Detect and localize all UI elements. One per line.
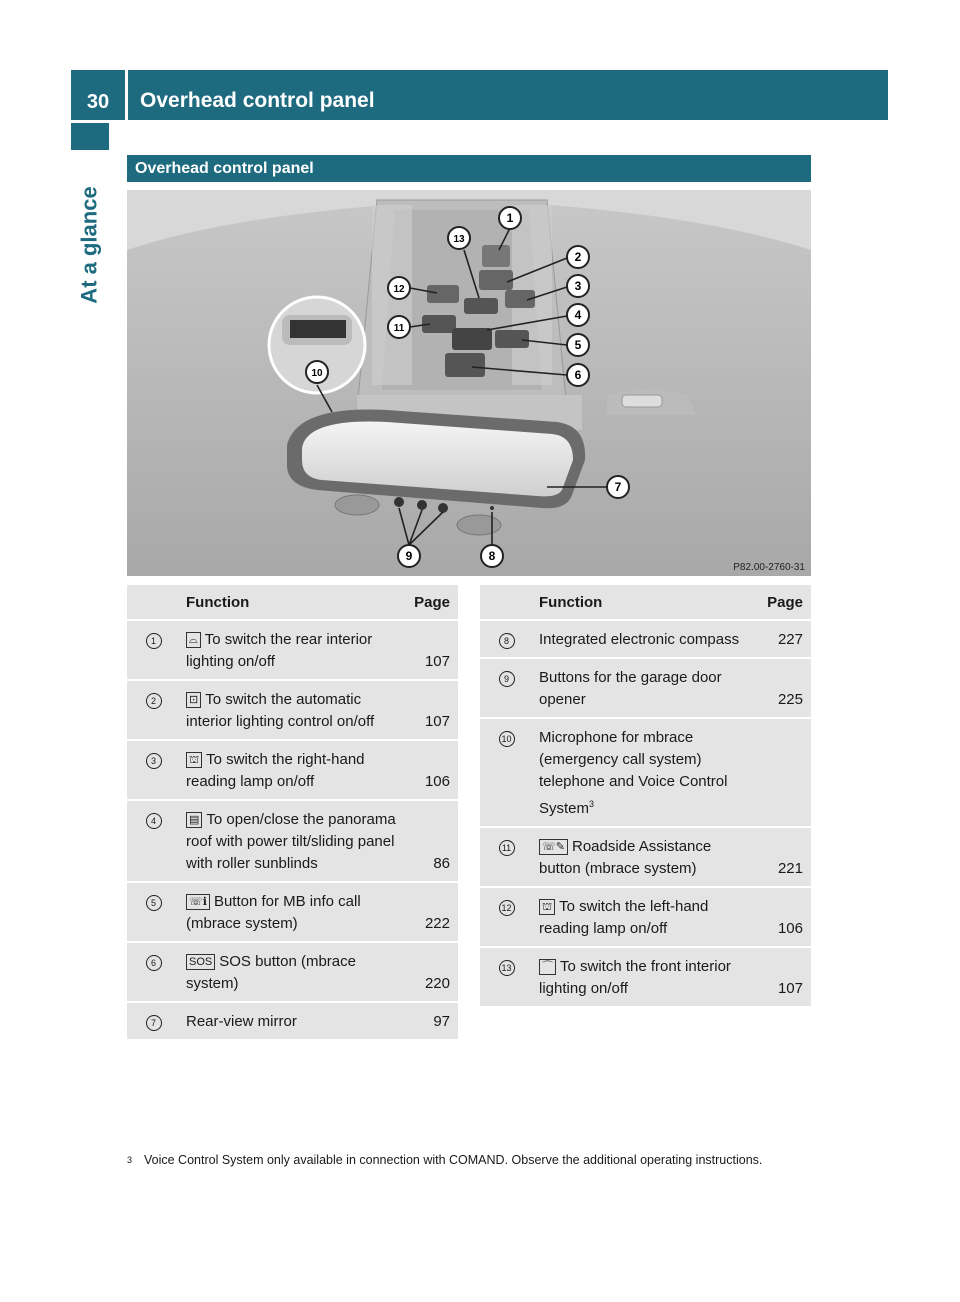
- row-number: [480, 658, 533, 718]
- row-number: [127, 942, 180, 1002]
- table-row: [480, 718, 811, 827]
- page-ref: 221: [753, 827, 811, 887]
- roadside-icon: ☏✎: [539, 839, 568, 855]
- function-text: Integrated electronic compass: [539, 631, 740, 648]
- table-row: [480, 947, 811, 1007]
- function-text: Microphone for mbrace (emergency call system) telephone and Voice Control System: [539, 729, 728, 817]
- table-row: [127, 620, 458, 680]
- auto-light-icon: ⊡: [186, 692, 201, 708]
- overhead-panel-photo: [127, 190, 811, 576]
- row-number: [127, 800, 180, 882]
- col-page: Page: [753, 585, 811, 620]
- callout-11: 11: [393, 323, 405, 334]
- side-tab: [71, 150, 109, 340]
- row-number: [127, 680, 180, 740]
- callout-8: 8: [488, 549, 496, 563]
- function-text: Rear-view mirror: [186, 1013, 297, 1030]
- callout-number: 10: [499, 731, 515, 747]
- col-function: Function: [180, 585, 400, 620]
- side-tab-top: [71, 123, 109, 150]
- footnote-ref: 3: [589, 799, 595, 809]
- callout-7: 7: [614, 480, 622, 494]
- page-ref: 106: [753, 887, 811, 947]
- function-text: To switch the left-hand reading lamp on/off: [539, 898, 709, 937]
- row-number: [127, 882, 180, 942]
- function-text: Roadside Assistance button (mbrace system): [539, 838, 712, 877]
- page-ref: 220: [400, 942, 458, 1002]
- page-ref: 107: [400, 680, 458, 740]
- callout-number: 12: [499, 900, 515, 916]
- row-function: [533, 620, 753, 658]
- row-function: [533, 658, 753, 718]
- function-table-left: [127, 585, 458, 1041]
- callout-6: 6: [574, 368, 582, 382]
- row-function: [533, 947, 753, 1007]
- info-call-icon: ☏ℹ: [186, 894, 210, 910]
- callout-number: 3: [146, 753, 162, 769]
- footnote: [127, 1152, 811, 1168]
- page-ref: 222: [400, 882, 458, 942]
- table-row: [480, 620, 811, 658]
- row-number: [127, 740, 180, 800]
- row-function: [180, 680, 400, 740]
- callout-3: 3: [574, 279, 582, 293]
- callout-2: 2: [574, 250, 582, 264]
- footnote-mark: 3: [127, 1155, 133, 1165]
- table-row: [127, 680, 458, 740]
- table-row: [127, 1002, 458, 1040]
- row-function: [180, 882, 400, 942]
- callout-1: 1: [506, 211, 514, 225]
- function-text: To switch the front interior lighting on/off: [539, 958, 731, 997]
- page-ref: 227: [753, 620, 811, 658]
- callout-10: 10: [311, 368, 323, 379]
- callout-number: 6: [146, 955, 162, 971]
- panorama-roof-icon: ▤: [186, 812, 202, 828]
- figure-code: P82.00-2760-31: [733, 562, 805, 573]
- row-number: [480, 827, 533, 887]
- row-function: [180, 942, 400, 1002]
- function-text: To switch the rear interior lighting on/off: [186, 631, 373, 670]
- function-text: To switch the right-hand reading lamp on/off: [186, 751, 365, 790]
- page-number: 30: [71, 70, 125, 120]
- table-row: [127, 942, 458, 1002]
- page-ref: 86: [400, 800, 458, 882]
- row-number: [480, 620, 533, 658]
- callout-number: 1: [146, 633, 162, 649]
- table-row: [127, 882, 458, 942]
- row-function: [180, 1002, 400, 1040]
- callout-number: 7: [146, 1015, 162, 1031]
- row-number: [480, 947, 533, 1007]
- function-text: To open/close the panorama roof with power tilt/sliding panel with roller sunblinds: [186, 811, 396, 872]
- page-ref: 107: [753, 947, 811, 1007]
- sos-icon: SOS: [186, 954, 215, 970]
- table-row: [480, 887, 811, 947]
- page-ref: 106: [400, 740, 458, 800]
- callout-number: 9: [499, 671, 515, 687]
- side-tab-label: At a glance: [77, 186, 102, 304]
- row-function: [180, 620, 400, 680]
- callout-13: 13: [453, 234, 465, 245]
- row-number: [480, 887, 533, 947]
- callout-number: 11: [499, 840, 515, 856]
- col-function: Function: [533, 585, 753, 620]
- function-text: To switch the automatic interior lighting control on/off: [186, 691, 375, 730]
- table-row: [127, 800, 458, 882]
- page-ref: 107: [400, 620, 458, 680]
- row-function: [180, 740, 400, 800]
- function-table-right: [480, 585, 811, 1008]
- callout-number: 5: [146, 895, 162, 911]
- function-text: Buttons for the garage door opener: [539, 669, 722, 708]
- row-number: [480, 718, 533, 827]
- rear-light-icon: ⌓: [186, 632, 201, 648]
- reading-lamp-icon: ⛫: [539, 899, 555, 915]
- callout-number: 2: [146, 693, 162, 709]
- front-light-icon: ⌒: [539, 959, 556, 975]
- table-row: [480, 827, 811, 887]
- callout-number: 8: [499, 633, 515, 649]
- section-title: Overhead control panel: [127, 155, 811, 182]
- table-row: [127, 740, 458, 800]
- function-text: SOS button (mbrace system): [186, 953, 356, 992]
- page-ref: 97: [400, 1002, 458, 1040]
- reading-lamp-icon: ⛫: [186, 752, 202, 768]
- page-ref: [753, 718, 811, 827]
- col-page: Page: [400, 585, 458, 620]
- callout-4: 4: [574, 308, 582, 322]
- callout-5: 5: [574, 338, 582, 352]
- function-text: Button for MB info call (mbrace system): [186, 893, 361, 932]
- callout-12: 12: [393, 284, 405, 295]
- callout-number: 4: [146, 813, 162, 829]
- row-function: [180, 800, 400, 882]
- page-header-title: Overhead control panel: [128, 70, 888, 120]
- page-ref: 225: [753, 658, 811, 718]
- callout-9: 9: [405, 549, 413, 563]
- table-row: [480, 658, 811, 718]
- row-function: [533, 718, 753, 827]
- callout-number: 13: [499, 960, 515, 976]
- row-function: [533, 887, 753, 947]
- row-function: [533, 827, 753, 887]
- footnote-text: Voice Control System only available in connection with COMAND. Observe the additional operating instructions.: [144, 1153, 763, 1167]
- row-number: [127, 1002, 180, 1040]
- row-number: [127, 620, 180, 680]
